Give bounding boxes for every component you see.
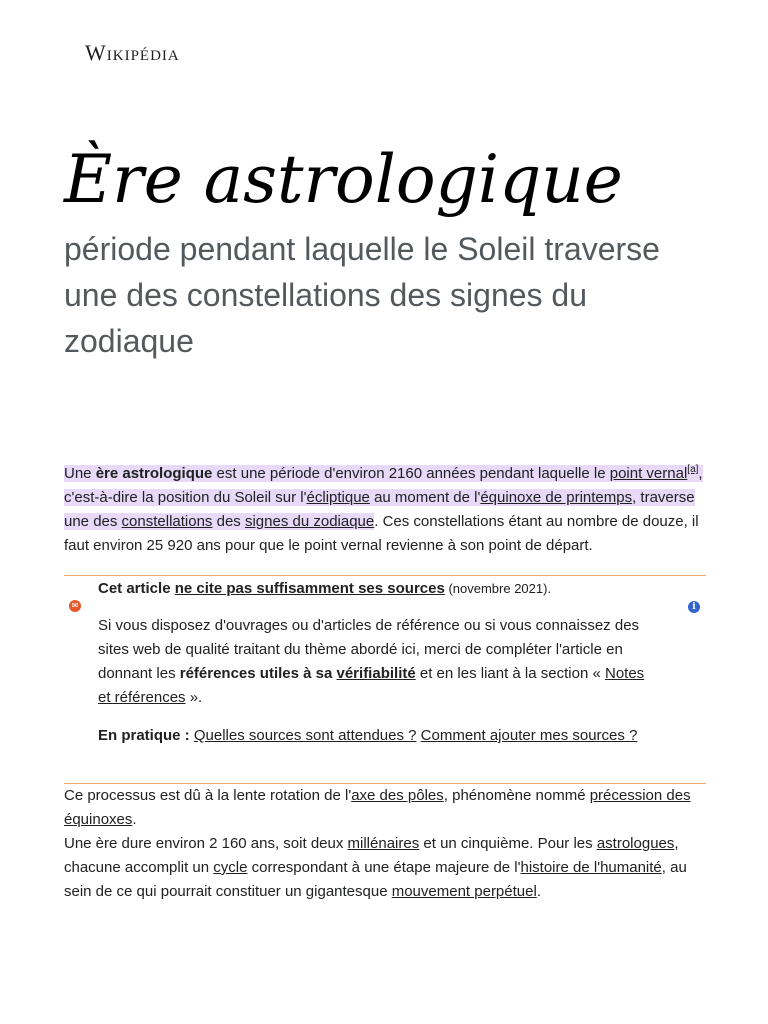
link-verifiabilite[interactable]: vérifiabilité <box>336 665 416 682</box>
text: au moment de l' <box>369 489 481 506</box>
info-icon[interactable]: i <box>688 601 700 613</box>
link-mouvement-perpetuel[interactable]: mouvement perpétuel <box>391 883 537 900</box>
link-sources-attendues[interactable]: Quelles sources sont attendues ? <box>193 727 417 744</box>
text: et en les liant à la section « <box>415 665 605 682</box>
text: , phénomène nommé <box>443 787 590 804</box>
envelope-icon: ✉ <box>69 600 81 612</box>
text: , au sein de ce qui pourrait constituer un gigantesque <box>64 859 687 900</box>
link-point-vernal[interactable]: point vernal <box>609 465 688 482</box>
banner-heading <box>98 577 658 601</box>
link-cycle[interactable]: cycle <box>213 859 248 876</box>
text: des <box>212 513 245 530</box>
link-precession[interactable]: précession des équinoxes <box>64 787 691 828</box>
text: Une <box>64 465 96 482</box>
link-millenaires[interactable]: millénaires <box>347 835 420 852</box>
note-ref-a[interactable]: [a] <box>687 464 699 475</box>
text: Cet article <box>98 580 175 597</box>
text: . <box>132 811 137 828</box>
bold-term: ère astrologique <box>95 465 213 482</box>
text: , c'est-à-dire la position du Soleil sur l' <box>64 465 703 506</box>
link-ecliptique[interactable]: écliptique <box>306 489 370 506</box>
sources-warning-banner <box>64 575 706 784</box>
link-equinoxe[interactable]: équinoxe de printemps <box>480 489 633 506</box>
link-axe-poles[interactable]: axe des pôles <box>351 787 444 804</box>
paragraph-processus <box>64 784 706 832</box>
text: . Ces constellations étant au nombre de douze, il faut environ 25 920 ans pour que le point vernal revienne à son point de départ. <box>64 513 699 554</box>
text: est une période d'environ 2160 années pendant laquelle le <box>212 465 610 482</box>
link-sources-insuffisantes[interactable]: ne cite pas suffisamment ses sources <box>174 580 445 597</box>
link-astrologues[interactable]: astrologues <box>596 835 675 852</box>
text: Si vous disposez d'ouvrages ou d'articles de référence ou si vous connaissez des sites web de qualité traitant du thème abordé ici, merci de compléter l'article en donnant les <box>98 617 640 682</box>
text: ». <box>185 689 203 706</box>
banner-practical <box>98 724 658 748</box>
paragraph-duree <box>64 832 706 904</box>
text: correspondant à une étape majeure de l' <box>247 859 521 876</box>
banner-paragraph <box>98 614 658 710</box>
bold-text: références utiles à sa <box>179 665 337 682</box>
practical-label: En pratique : <box>98 727 190 744</box>
text: , traverse une des <box>64 489 695 530</box>
link-notes-references[interactable]: Notes et références <box>98 665 645 706</box>
link-signes-zodiaque[interactable]: signes du zodiaque <box>244 513 375 530</box>
text: Une ère dure environ 2 160 ans, soit deux <box>64 835 348 852</box>
page-title: Ère astrologique <box>64 141 623 218</box>
link-ajouter-sources[interactable]: Comment ajouter mes sources ? <box>420 727 638 744</box>
link-constellations[interactable]: constellations <box>121 513 213 530</box>
wikipedia-logo[interactable]: Wikipédia <box>85 40 180 65</box>
page-subtitle: période pendant laquelle le Soleil traverse une des constellations des signes du zodiaque <box>64 231 660 359</box>
text: et un cinquième. Pour les <box>419 835 597 852</box>
article-content <box>64 462 706 904</box>
text: , chacune accomplit un <box>64 835 679 876</box>
banner-date: (novembre 2021). <box>444 581 552 596</box>
text: . <box>536 883 541 900</box>
intro-paragraph <box>64 462 706 558</box>
link-histoire-humanite[interactable]: histoire de l'humanité <box>520 859 662 876</box>
text: Ce processus est dû à la lente rotation de l' <box>64 787 352 804</box>
